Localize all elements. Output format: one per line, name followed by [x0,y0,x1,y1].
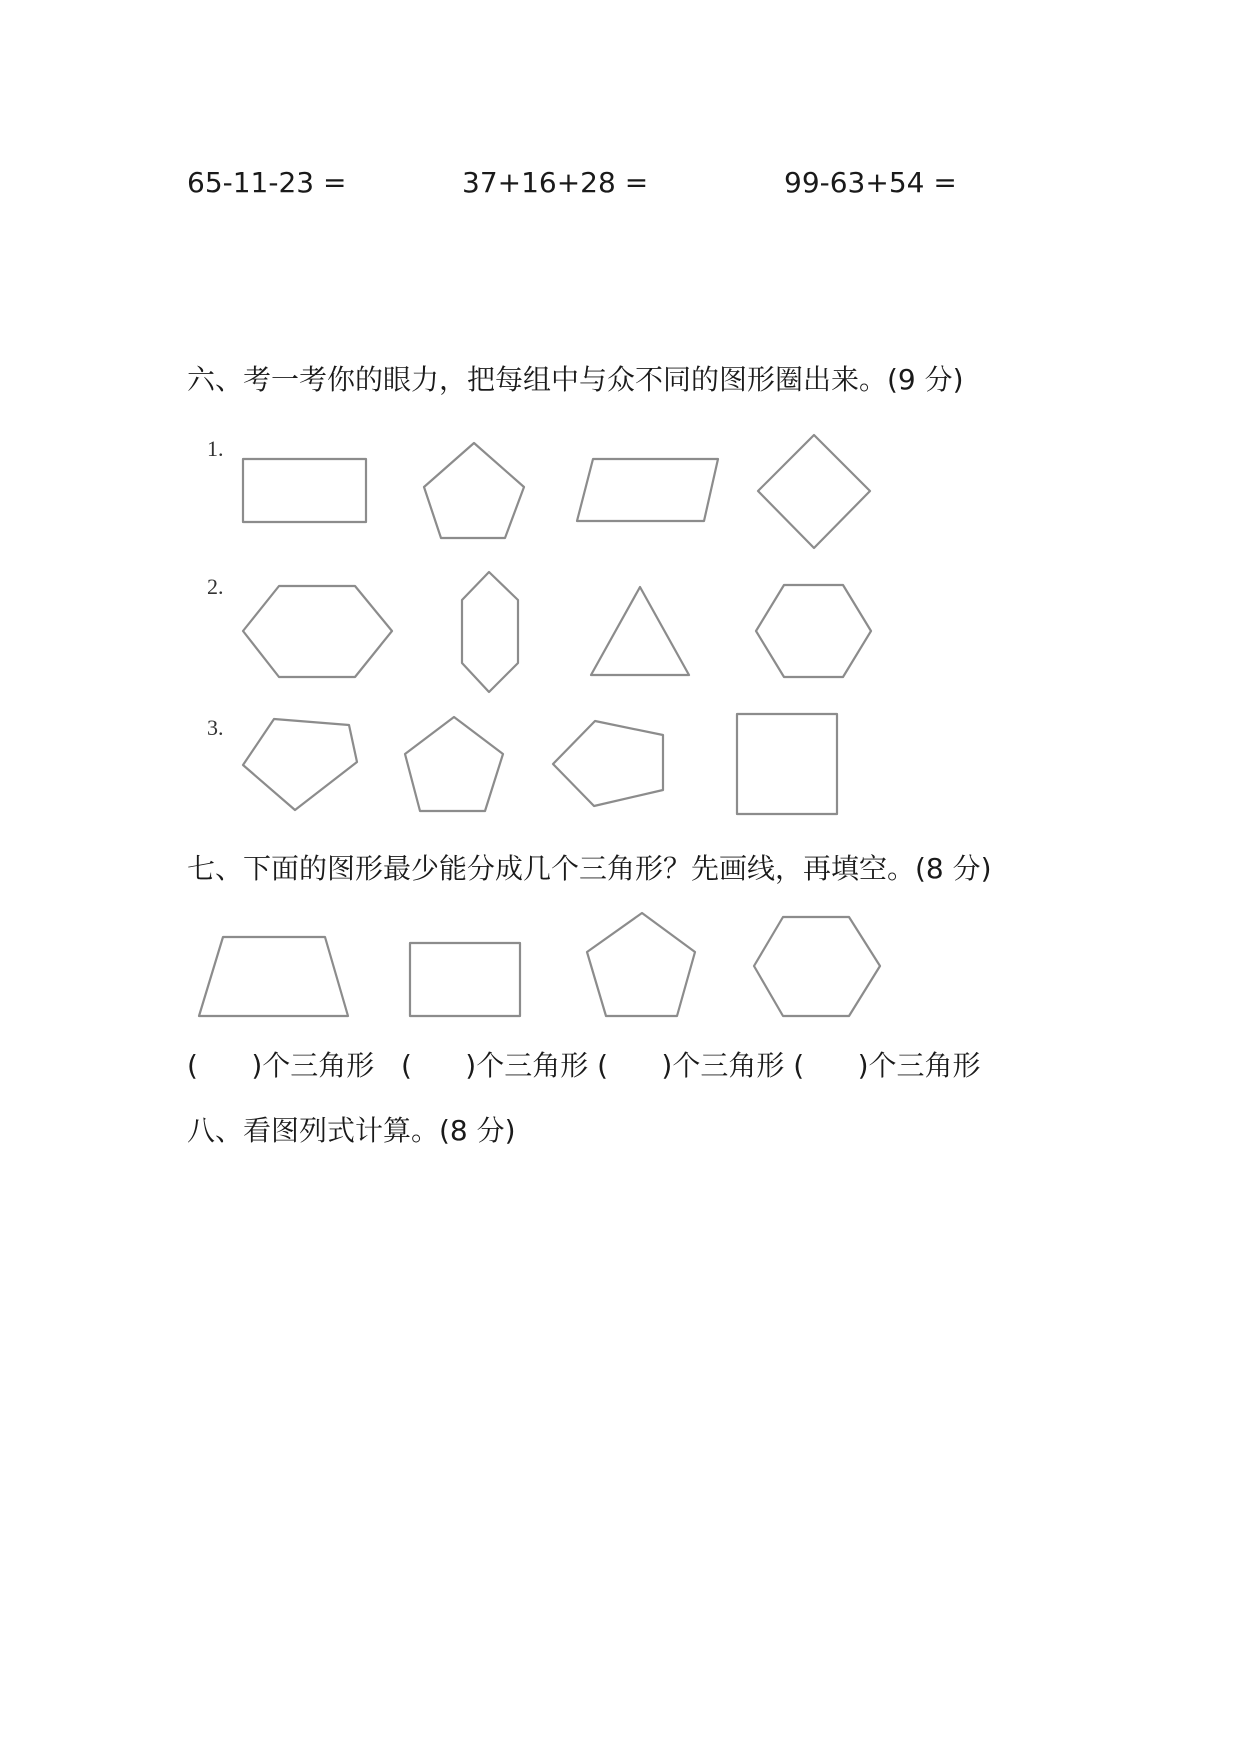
row-label-3: 3. [207,715,224,740]
row-label-2: 2. [207,574,224,599]
answer-line[interactable]: ( )个三角形 ( )个三角形 ( )个三角形 ( )个三角形 [187,1049,981,1082]
equation-2: 37+16+28 = [462,166,649,199]
row-label-1: 1. [207,436,224,461]
equation-1: 65-11-23 = [187,166,347,199]
section-8-title: 八、看图列式计算。(8 分) [187,1114,516,1147]
section-7-title: 七、下面的图形最少能分成几个三角形？先画线，再填空。(8 分) [187,852,992,885]
section-6-title: 六、考一考你的眼力，把每组中与众不同的图形圈出来。(9 分) [187,363,964,396]
equation-3: 99-63+54 = [784,166,957,199]
